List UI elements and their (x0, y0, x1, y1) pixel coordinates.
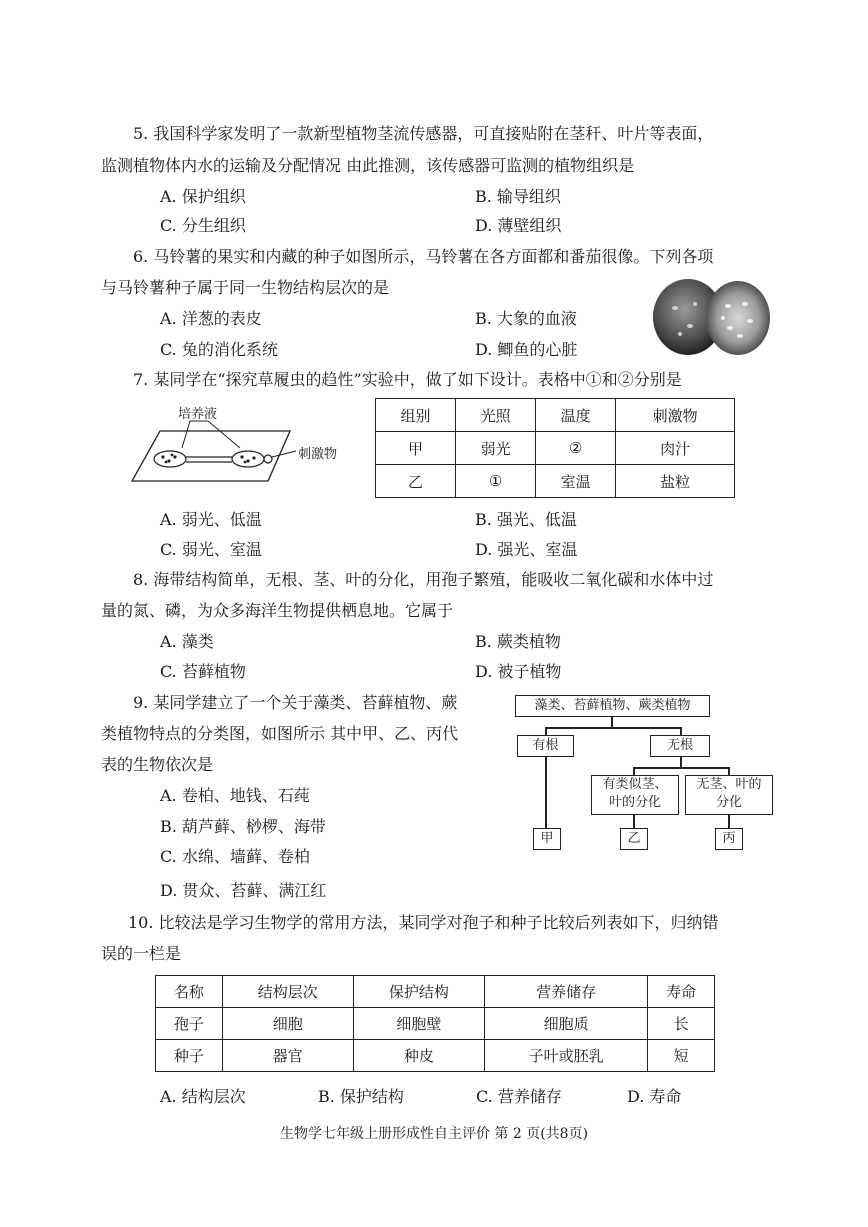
q5-option-a: A. 保护组织 (160, 187, 246, 206)
tree-node-stem-leaf-line1: 有类似茎、 (602, 777, 668, 792)
q10-table-cell: 器官 (222, 1040, 353, 1072)
tree-node-no-stem-leaf-line2: 分化 (715, 795, 742, 810)
q7-table-cell: 盐粒 (616, 465, 735, 498)
q10-option-b: B. 保护结构 (318, 1087, 404, 1106)
q6-option-c: C. 兔的消化系统 (160, 340, 278, 359)
q9-option-d: D. 贯众、苔藓、满江红 (160, 881, 327, 900)
q5-line2: 监测植物体内水的运输及分配情况 由此推测，该传感器可监测的植物组织是 (101, 156, 635, 175)
potato-fruit-image (650, 276, 772, 358)
tree-node-stem-leaf (591, 775, 679, 815)
tree-leaf-jia: 甲 (533, 828, 561, 850)
q10-table-cell: 细胞 (222, 1008, 353, 1040)
q5-option-d: D. 薄壁组织 (475, 216, 562, 235)
q8-line2: 量的氮、磷，为众多海洋生物提供栖息地。它属于 (101, 601, 454, 620)
q10-table-cell: 子叶或胚乳 (484, 1040, 647, 1072)
q7-line1: 7. 某同学在“探究草履虫的趋性”实验中，做了如下设计。表格中①和②分别是 (133, 370, 682, 389)
q10-option-a: A. 结构层次 (160, 1087, 246, 1106)
q10-table-cell: 孢子 (156, 1008, 223, 1040)
q5-option-b: B. 输导组织 (475, 187, 561, 206)
q10-option-c: C. 营养储存 (476, 1087, 562, 1106)
q10-table-cell: 种皮 (353, 1040, 484, 1072)
q9-option-c: C. 水绵、墙藓、卷柏 (160, 847, 310, 866)
tree-node-no-stem-leaf-line1: 无茎、叶的 (696, 777, 762, 792)
tree-node-no-stem-leaf (685, 775, 773, 815)
q9-line2: 类植物特点的分类图，如图所示 其中甲、乙、丙代 (101, 724, 459, 743)
q10-table-cell: 长 (648, 1008, 715, 1040)
q10-table-cell: 结构层次 (222, 976, 353, 1008)
q7-table-cell: ② (536, 432, 616, 465)
tree-node-no-root: 无根 (650, 735, 710, 757)
tree-root: 藻类、苔藓植物、蕨类植物 (515, 695, 710, 717)
q10-option-d: D. 寿命 (627, 1087, 682, 1106)
q7-table-cell: ① (456, 465, 536, 498)
q10-line1: 10. 比较法是学习生物学的常用方法，某同学对孢子和种子比较后列表如下，归纳错 (128, 913, 719, 932)
q8-option-c: C. 苔藓植物 (160, 662, 246, 681)
culture-liquid-label: 培养液 (178, 407, 218, 422)
q7-table-cell: 室温 (536, 465, 616, 498)
q10-table-cell: 名称 (156, 976, 223, 1008)
tree-node-has-root: 有根 (517, 735, 574, 757)
q10-table-cell: 短 (648, 1040, 715, 1072)
q7-option-a: A. 弱光、低温 (160, 510, 262, 529)
q7-table-cell: 温度 (536, 399, 616, 432)
q6-option-b: B. 大象的血液 (475, 309, 577, 328)
q7-table-cell: 甲 (376, 432, 456, 465)
q8-option-d: D. 被子植物 (475, 662, 562, 681)
q10-table-cell: 细胞壁 (353, 1008, 484, 1040)
q8-option-b: B. 蕨类植物 (475, 632, 561, 651)
q10-table-cell: 营养储存 (484, 976, 647, 1008)
q10-table-cell: 寿命 (648, 976, 715, 1008)
paramecium-experiment-diagram (130, 403, 360, 493)
q10-line2: 误的一栏是 (101, 944, 182, 963)
q7-table-cell: 光照 (456, 399, 536, 432)
q7-table-cell: 弱光 (456, 432, 536, 465)
q9-line1: 9. 某同学建立了一个关于藻类、苔藓植物、蕨 (133, 693, 458, 712)
page-footer: 生物学七年级上册形成性自主评价 第 2 页(共8页) (279, 1126, 589, 1142)
q7-option-b: B. 强光、低温 (475, 510, 577, 529)
tree-leaf-bing: 丙 (715, 828, 743, 850)
q10-table-cell: 保护结构 (353, 976, 484, 1008)
q7-table-cell: 组别 (376, 399, 456, 432)
tree-node-stem-leaf-line2: 叶的分化 (608, 795, 661, 810)
q5-line1: 5. 我国科学家发明了一款新型植物茎流传感器，可直接贴附在茎秆、叶片等表面， (133, 124, 714, 143)
q8-option-a: A. 藻类 (160, 632, 214, 651)
q8-line1: 8. 海带结构简单，无根、茎、叶的分化，用孢子繁殖，能吸收二氧化碳和水体中过 (133, 570, 714, 589)
q7-option-d: D. 强光、室温 (475, 540, 578, 559)
q10-table-cell: 种子 (156, 1040, 223, 1072)
q7-option-c: C. 弱光、室温 (160, 540, 262, 559)
q9-option-a: A. 卷柏、地钱、石莼 (160, 786, 310, 805)
q7-table-cell: 乙 (376, 465, 456, 498)
q6-line1: 6. 马铃薯的果实和内藏的种子如图所示，马铃薯在各方面都和番茄很像。下列各项 (133, 247, 714, 266)
q9-line3: 表的生物依次是 (101, 755, 214, 774)
q9-option-b: B. 葫芦藓、桫椤、海带 (160, 817, 326, 836)
q6-option-a: A. 洋葱的表皮 (160, 309, 262, 328)
q10-table-cell: 细胞质 (484, 1008, 647, 1040)
q7-table-cell: 肉汁 (616, 432, 735, 465)
q6-line2: 与马铃薯种子属于同一生物结构层次的是 (101, 278, 390, 297)
tree-leaf-yi: 乙 (620, 828, 648, 850)
q5-option-c: C. 分生组织 (160, 216, 246, 235)
stimulus-label: 刺激物 (298, 447, 338, 462)
q7-table-cell: 刺激物 (616, 399, 735, 432)
q7-table (375, 398, 735, 498)
q6-option-d: D. 鲫鱼的心脏 (475, 340, 578, 359)
q10-table (155, 975, 715, 1072)
